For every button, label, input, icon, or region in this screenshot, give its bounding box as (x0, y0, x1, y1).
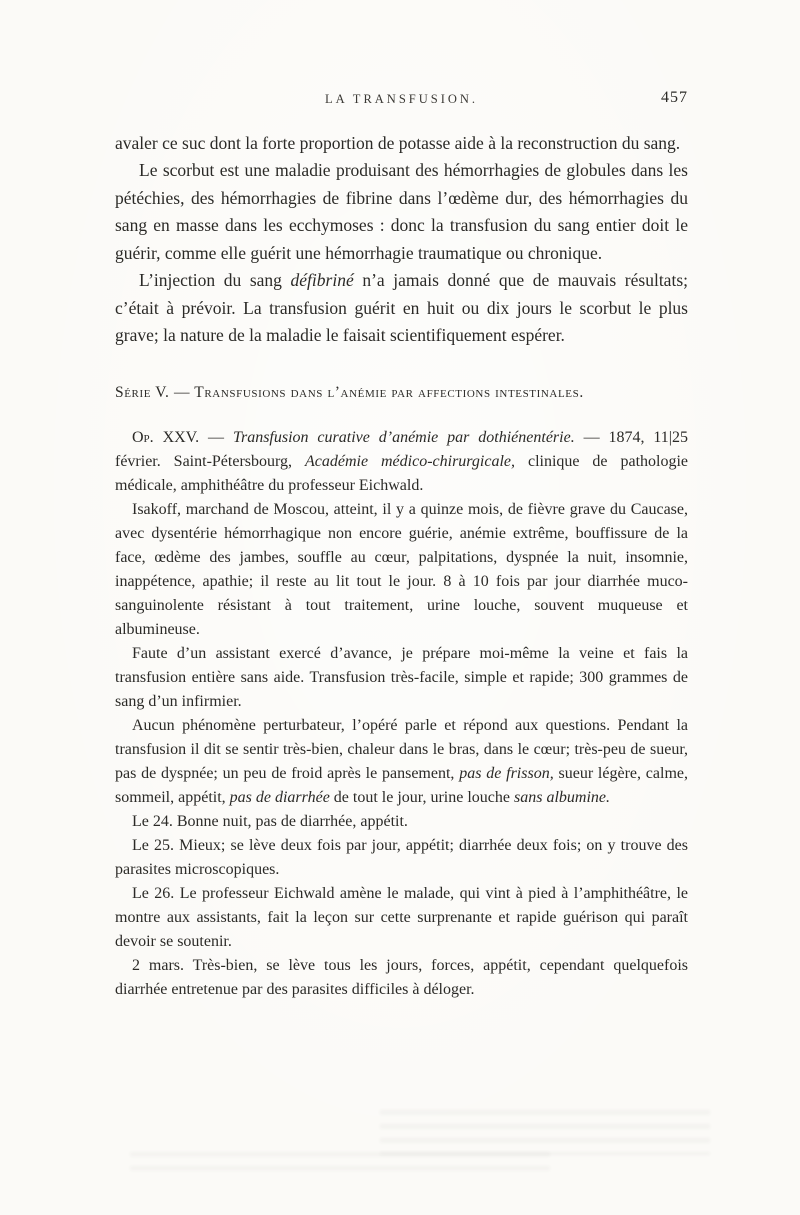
running-title: LA TRANSFUSION. (324, 92, 479, 106)
paragraph: Faute d’un assistant exercé d’avance, je prépare moi-même la veine et fais la transfusion entière sans aide. Transfusion très-facile, simple et rapide; 300 grammes de sang d’un infirmier. (115, 644, 688, 710)
section-heading: Série V. — Transfusions dans l’anémie par affections intestinales. (115, 383, 584, 401)
bleed-through-ghost (130, 1151, 550, 1175)
bleed-through-ghost (380, 1109, 710, 1155)
paragraph: 2 mars. Très-bien, se lève tous les jours, forces, appétit, cependant quelquefois diarrhée entretenue par des parasites difficiles à déloger. (115, 956, 688, 998)
paragraph: Le 26. Le professeur Eichwald amène le malade, qui vint à pied à l’amphithéâtre, le montre aux assistants, fait la leçon sur cette surprenante et rapide guérison qui paraît devoir se soutenir. (115, 884, 688, 950)
paragraph: avaler ce suc dont la forte proportion de potasse aide à la reconstruction du sang. (115, 133, 681, 153)
paragraph: Le scorbut est une maladie produisant des hémorrhagies de globules dans les pétéchies, des hémorrhagies de fibrine dans l’œdème dur, des hémorrhagies du sang en masse dans les ecchymoses : donc la transfusion du sang entier doit le guérir, comme elle guérit une hémorrhagie traumatique ou chronique. (115, 160, 688, 263)
paragraph: Le 24. Bonne nuit, pas de diarrhée, appétit. (132, 812, 408, 830)
paragraph: Isakoff, marchand de Moscou, atteint, il y a quinze mois, de fièvre grave du Caucase, avec dysentérie hémorrhagique non encore guérie, anémie extrême, bouffissure de la face, œdème des jambes, souffle au cœur, palpitations, dyspnée la nuit, insomnie, inappétence, apathie; il reste au lit tout le jour. 8 à 10 fois par jour diarrhée muco-sanguinolente résistant à tout traitement, urine louche, souvent muqueuse et albumineuse. (115, 500, 688, 638)
paragraph: Aucun phénomène perturbateur, l’opéré parle et répond aux questions. Pendant la transfusion il dit se sentir très-bien, chaleur dans le bras, dans le cœur; très-peu de sueur, pas de dyspnée; un peu de froid après le pansement, pas de frisson, sueur légère, calme, sommeil, appétit, pas de diarrhée de tout le jour, urine louche sans albumine. (115, 716, 688, 806)
paragraph: Le 25. Mieux; se lève deux fois par jour, appétit; diarrhée deux fois; on y trouve des parasites microscopiques. (115, 836, 688, 878)
paragraph: L’injection du sang défibriné n’a jamais donné que de mauvais résultats; c’était à prévoir. La transfusion guérit en huit ou dix jours le scorbut le plus grave; la nature de la maladie le faisait scientifiquement espérer. (115, 270, 688, 346)
page-body (115, 130, 688, 1002)
page-header (115, 89, 688, 114)
paragraph: Op. XXV. — Transfusion curative d’anémie par dothiénentérie. — 1874, 11|25 février. Saint-Pétersbourg, Académie médico-chirurgicale, clinique de pathologie médicale, amphithéâtre du professeur Eichwald. (115, 428, 689, 494)
page-number: 457 (661, 89, 688, 106)
